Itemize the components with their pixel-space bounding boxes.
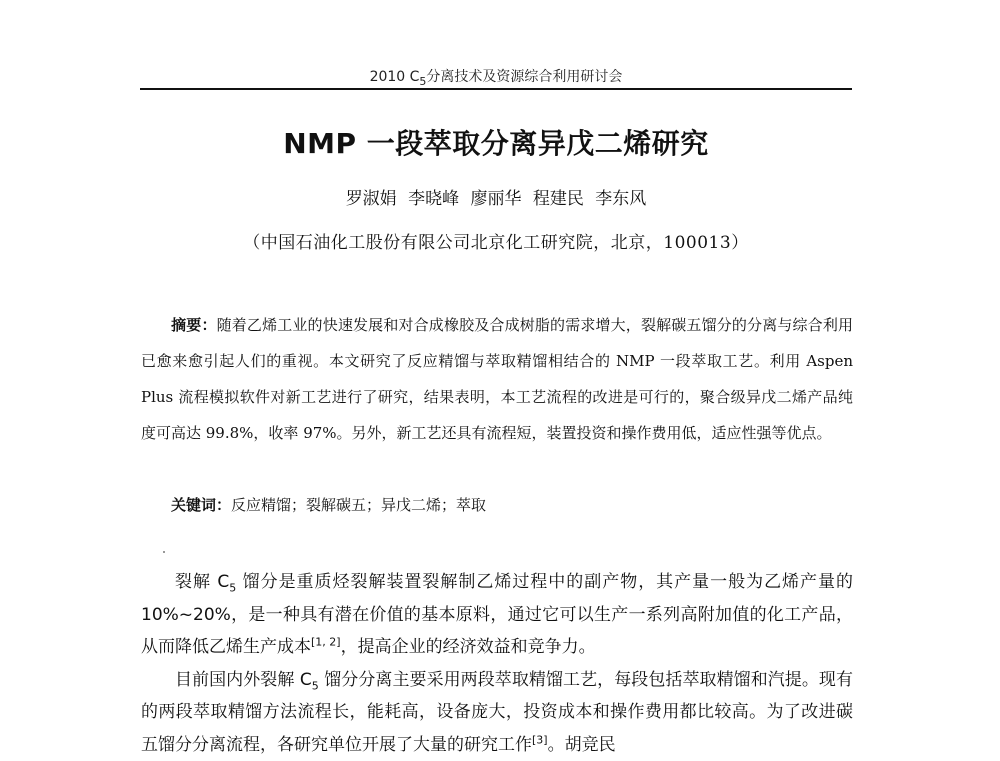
body-p2-part-a: 目前国内外裂解 C [175,670,312,690]
running-header-suffix: 分离技术及资源综合利用研讨会 [426,69,622,85]
abstract [141,307,853,451]
scan-speck [163,551,165,553]
body-p2-part-c: 。胡竞民 [548,735,616,755]
running-header-prefix: 2010 C [370,69,420,85]
keywords-label: 关键词： [171,496,231,514]
affiliation: （中国石油化工股份有限公司北京化工研究院，北京，100013） [140,228,852,253]
paper-title: NMP 一段萃取分离异戊二烯研究 [140,122,852,162]
body-p1-part-a: 裂解 C [175,572,229,592]
body-paragraph-2 [141,664,853,761]
abstract-text: 随着乙烯工业的快速发展和对合成橡胶及合成树脂的需求增大，裂解碳五馏分的分离与综合利用已愈来愈引起人们的重视。本文研究了反应精馏与萃取精馏相结合的 NMP 一段萃取工艺。利用 Aspen Plus 流程模拟软件对新工艺进行了研究，结果表明，本工艺流程的改进是可行的，聚合级异戊二烯产品纯度可高达 99.8%，收率 97%。另外，新工艺还具有流程短，装置投资和操作费用低，适应性强等优点。 [141,316,853,442]
citation-ref: [3] [532,733,548,746]
abstract-label: 摘要： [171,316,217,334]
keywords-text: 反应精馏；裂解碳五；异戊二烯；萃取 [231,496,486,514]
body-paragraph-1 [141,566,853,664]
header-rule [140,88,852,90]
body-p1-subscript: 5 [229,581,236,594]
body-p2-part-b: 馏分分离主要采用两段萃取精馏工艺，每段包括萃取精馏和汽提。现有的两段萃取精馏方法流程长，能耗高，设备庞大，投资成本和操作费用都比较高。为了改进碳五馏分分离流程，各研究单位开展了大量的研究工作 [141,670,853,755]
body-p2-subscript: 5 [312,679,319,692]
body-p1-part-b: 馏分是重质烃裂解装置裂解制乙烯过程中的副产物，其产量一般为乙烯产量的 10%~20%，是一种具有潜在价值的基本原料，通过它可以生产一系列高附加值的化工产品，从而降低乙烯生产成本 [141,572,853,657]
body-p1-part-c: ，提高企业的经济效益和竞争力。 [341,637,596,657]
keywords [171,487,851,523]
citation-ref: [1, 2] [311,635,341,648]
running-header-subscript: 5 [419,75,426,88]
body-text [141,566,853,761]
running-header [140,66,852,86]
author-list: 罗淑娟 李晓峰 廖丽华 程建民 李东风 [140,184,852,209]
